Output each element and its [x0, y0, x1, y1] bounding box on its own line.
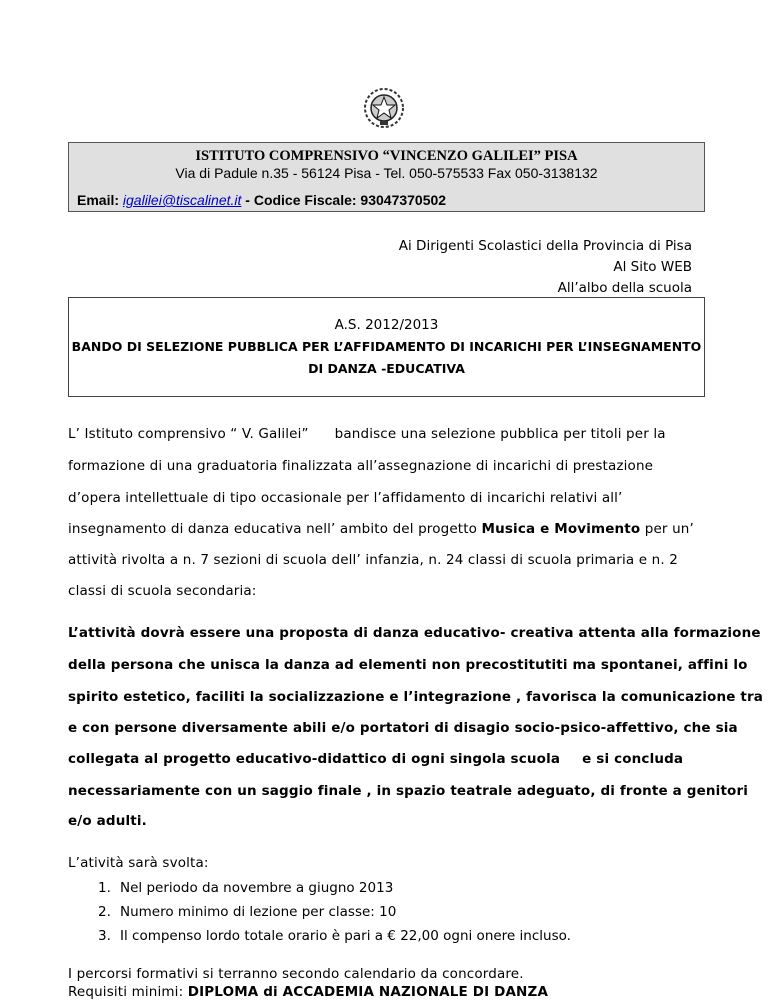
fiscal-code: - Codice Fiscale: 93047370502 — [241, 192, 447, 208]
list-number: 1. — [98, 880, 111, 896]
recipient-line-2: Al Sito WEB — [613, 259, 692, 275]
intro-line-6: classi di scuola secondaria: — [68, 583, 257, 599]
activity-line-4: e con persone diversamente abili e/o portatori di disagio socio-psico-affettivo, che sia — [68, 720, 738, 736]
school-year: A.S. 2012/2013 — [334, 317, 439, 333]
recipient-line-1: Ai Dirigenti Scolastici della Provincia di Pisa — [398, 238, 692, 254]
intro-line-5: attività rivolta a n. 7 sezioni di scuola dell’ infanzia, n. 24 classi di scuola primaria e n. 2 — [68, 552, 678, 568]
school-address: Via di Padule n.35 - 56124 Pisa - Tel. 050-575533 Fax 050-3138132 — [175, 165, 598, 181]
intro-line-1 — [68, 426, 718, 442]
activity-line-1: L’attività dovrà essere una proposta di danza educativo- creativa attenta alla formazione — [68, 625, 761, 641]
list-number: 2. — [98, 904, 111, 920]
intro-line-1b: bandisce una selezione pubblica per titoli per la — [334, 426, 666, 442]
requirements-label: Requisiti minimi: — [68, 984, 188, 1000]
activity-line-6: necessariamente con un saggio finale , in spazio teatrale adeguato, di fronte a genitori — [68, 783, 749, 799]
intro-line-4 — [68, 521, 718, 537]
intro-line-3: d’opera intellettuale di tipo occasionale per l’affidamento di incarichi relativi all’ — [68, 490, 623, 506]
intro-line-4a: insegnamento di danza educativa nell’ ambito del progetto — [68, 521, 482, 537]
contact-line — [77, 192, 446, 208]
schedule-intro: L’atività sarà svolta: — [68, 855, 209, 871]
project-name: Musica e Movimento — [481, 521, 641, 537]
list-item — [98, 928, 571, 944]
calendar-note: I percorsi formativi si terranno secondo calendario da concordare. — [68, 966, 524, 982]
activity-line-5a: collegata al progetto educativo-didattico di ogni singola scuola — [68, 751, 561, 767]
list-item — [98, 880, 393, 896]
intro-line-2: formazione di una graduatoria finalizzata all’assegnazione di incarichi di prestazione — [68, 458, 654, 474]
italian-republic-emblem-icon — [362, 86, 406, 130]
email-link[interactable]: igalilei@tiscalinet.it — [122, 192, 242, 208]
school-name: ISTITUTO COMPRENSIVO “VINCENZO GALILEI” PISA — [195, 148, 578, 164]
bando-title-line-2: DI DANZA -EDUCATIVA — [308, 361, 465, 376]
requirements-line — [68, 984, 718, 1000]
school-header — [68, 142, 705, 212]
activity-line-2: della persona che unisca la danza ad elementi non precostitutiti ma spontanei, affini lo — [68, 657, 748, 673]
list-item — [98, 904, 396, 920]
activity-line-5 — [68, 751, 718, 767]
list-number: 3. — [98, 928, 111, 944]
requirements-value: DIPLOMA di ACCADEMIA NAZIONALE DI DANZA — [187, 984, 549, 1000]
activity-line-3: spirito estetico, faciliti la socializzazione e l’integrazione , favorisca la comunicazione tra — [68, 689, 764, 705]
list-text: Numero minimo di lezione per classe: 10 — [120, 904, 397, 920]
recipient-line-3: All’albo della scuola — [557, 280, 692, 296]
email-label: Email: — [77, 192, 123, 208]
activity-line-5b: e si concluda — [582, 751, 684, 767]
intro-line-1a: L’ Istituto comprensivo “ V. Galilei” — [68, 426, 309, 442]
intro-line-4c: per un’ — [640, 521, 694, 537]
activity-line-7: e/o adulti. — [68, 813, 147, 829]
bando-title-box — [68, 297, 705, 397]
list-text: Il compenso lordo totale orario è pari a € 22,00 ogni onere incluso. — [120, 928, 571, 944]
bando-title-line-1: BANDO DI SELEZIONE PUBBLICA PER L’AFFIDAMENTO DI INCARICHI PER L’INSEGNAMENTO — [71, 339, 702, 354]
list-text: Nel periodo da novembre a giugno 2013 — [120, 880, 394, 896]
